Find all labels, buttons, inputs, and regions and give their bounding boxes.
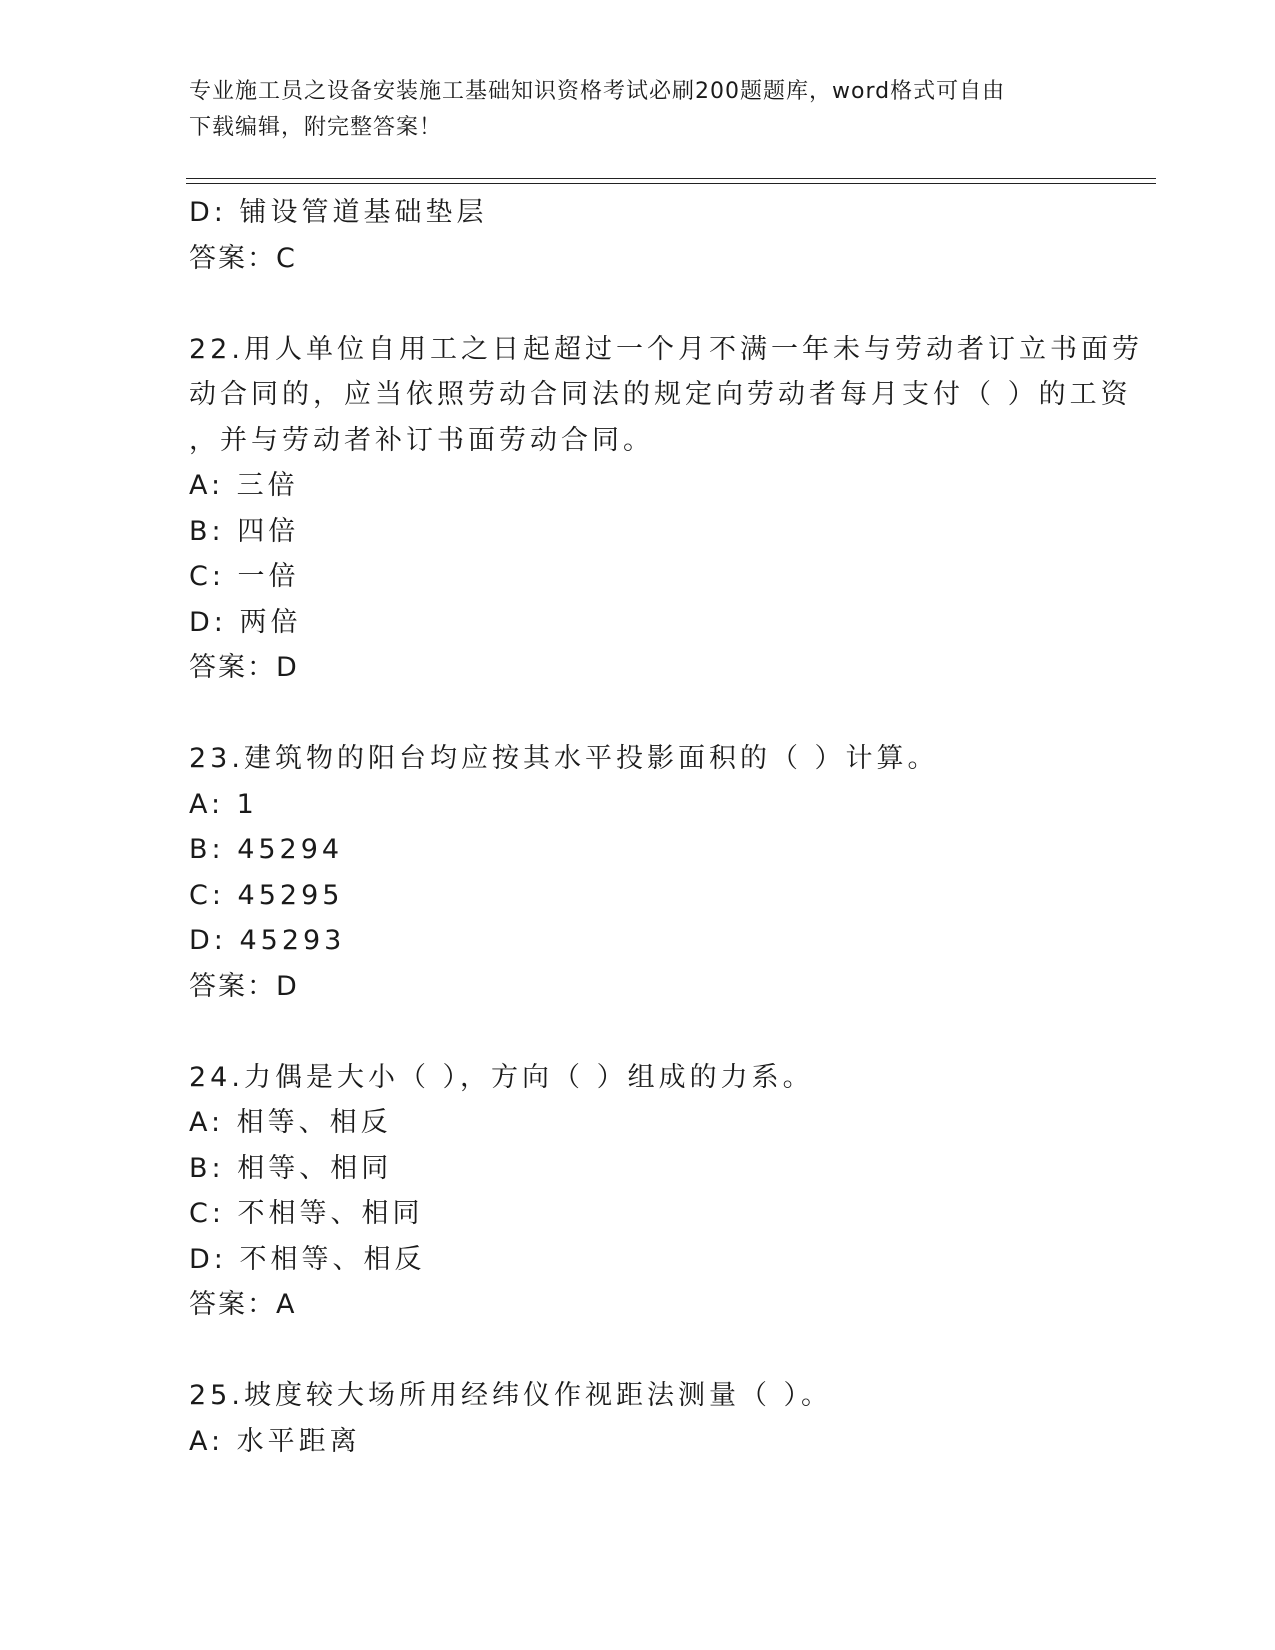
answer-line: 答案：D <box>189 652 299 683</box>
spacer <box>189 1009 1089 1055</box>
question-25 <box>189 1373 1089 1464</box>
option-b: B: 四倍 <box>189 515 300 547</box>
question-21-tail <box>189 190 1089 281</box>
option-d: D: 45293 <box>189 925 346 956</box>
answer-line: 答案：A <box>189 1289 297 1320</box>
spacer <box>189 281 1089 327</box>
question-24 <box>189 1055 1089 1328</box>
spacer <box>189 691 1089 737</box>
option-a: A: 三倍 <box>189 470 299 501</box>
spacer <box>189 1328 1089 1374</box>
option-c: C: 不相等、相同 <box>189 1198 424 1229</box>
option-b: B: 相等、相同 <box>189 1152 393 1184</box>
header-title-line-1: 专业施工员之设备安装施工基础知识资格考试必刷200题题库，word格式可自由 <box>189 79 1006 104</box>
question-stem: 23.建筑物的阳台均应按其水平投影面积的（ ）计算。 <box>189 743 939 774</box>
option-a: A: 水平距离 <box>189 1425 361 1457</box>
header-divider-top <box>186 178 1156 179</box>
answer-line: 答案：D <box>189 970 299 1002</box>
question-stem: 24.力偶是大小（ ），方向（ ）组成的力系。 <box>189 1061 814 1093</box>
question-stem: 动合同的，应当依照劳动合同法的规定向劳动者每月支付（ ）的工资 <box>189 379 1132 410</box>
answer-line: 答案：C <box>189 242 297 274</box>
question-stem: 22.用人单位自用工之日起超过一个月不满一年未与劳动者订立书面劳 <box>189 333 1143 365</box>
header-title-line-2: 下载编辑，附完整答案！ <box>189 115 443 140</box>
question-22 <box>189 327 1143 691</box>
question-23 <box>189 736 1089 1009</box>
document-body <box>189 190 1143 1464</box>
option-a: A: 相等、相反 <box>189 1107 392 1138</box>
header-divider-bottom <box>186 183 1156 184</box>
document-header <box>189 74 1089 146</box>
option-c: C: 45295 <box>189 879 344 911</box>
option-c: C: 一倍 <box>189 561 300 592</box>
option-d: D: 铺设管道基础垫层 <box>189 197 488 228</box>
option-b: B: 45294 <box>189 834 344 865</box>
question-stem: ，并与劳动者补订书面劳动合同。 <box>189 424 654 456</box>
option-a: A: 1 <box>189 788 258 820</box>
option-d: D: 两倍 <box>189 606 302 638</box>
option-d: D: 不相等、相反 <box>189 1243 426 1275</box>
question-stem: 25.坡度较大场所用经纬仪作视距法测量（ ）。 <box>189 1380 833 1411</box>
